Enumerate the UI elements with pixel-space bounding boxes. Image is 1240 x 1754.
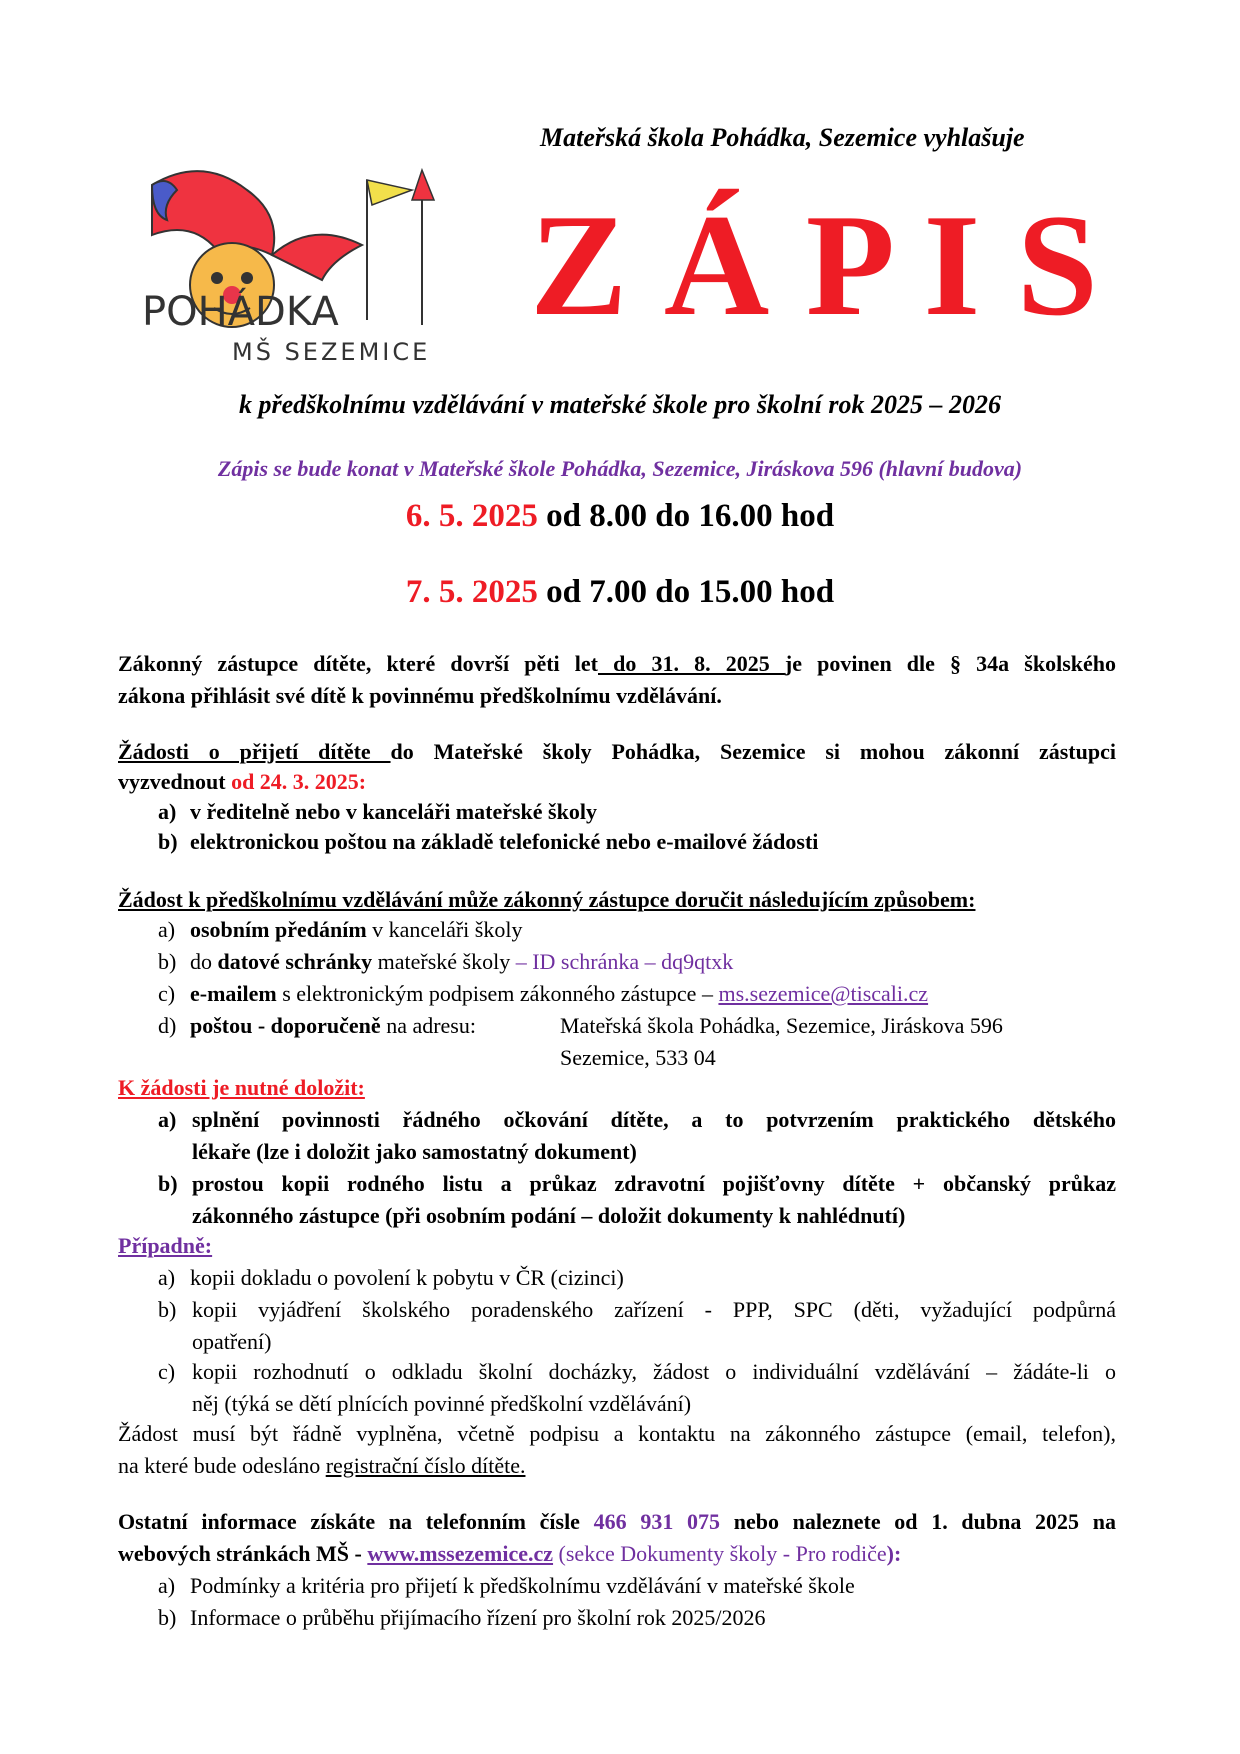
time-1: od 8.00 do 16.00 hod xyxy=(537,498,835,534)
list-item: b) do datové schránky mateřské školy – ID schránka – dq9qtxk xyxy=(158,949,734,974)
intro-line-2: zákona přihlásit své dítě k povinnému předškolnímu vzdělávání. xyxy=(118,683,722,708)
required-heading: K žádosti je nutné doložit: xyxy=(118,1075,365,1100)
list-item: b) elektronickou poštou na základě telefonické nebo e-mailové žádosti xyxy=(158,829,819,854)
phone-number: 466 931 075 xyxy=(593,1509,721,1534)
list-item: c) kopii rozhodnutí o odkladu školní docházky, žádost o individuální vzdělávání – žádáte-li o něj (týká se dětí plnících povinné předškolní vzdělávání) xyxy=(158,1359,1116,1416)
note-line-1: Žádost musí být řádně vyplněna, včetně podpisu a kontaktu na zákonného zástupce (email, telefon), xyxy=(118,1421,1116,1446)
address-line-1: Mateřská škola Pohádka, Sezemice, Jiráskova 596 xyxy=(560,1013,1003,1038)
contact-line-2: webových stránkách MŠ - www.mssezemice.cz (sekce Dokumenty školy - Pro rodiče): xyxy=(118,1541,902,1566)
applications-line-2: vyzvednout od 24. 3. 2025: xyxy=(118,769,367,794)
school-logo xyxy=(122,160,494,370)
intro-line-1: Zákonný zástupce dítěte, které dovrší pěti let do 31. 8. 2025 je povinen dle § 34a školského xyxy=(118,651,1116,676)
list-item: a) Podmínky a kritéria pro přijetí k předškolnímu vzdělávání v mateřské škole xyxy=(158,1573,855,1598)
date-2: 7. 5. 2025 xyxy=(405,574,538,610)
page-title: Z Á P I S xyxy=(530,184,1098,346)
date-1: 6. 5. 2025 xyxy=(405,498,538,534)
list-item: b) kopii vyjádření školského poradenského zařízení - PPP, SPC (děti, vyžadující podpůrná opatření) xyxy=(158,1297,1116,1354)
list-item: d) poštou - doporučeně na adresu: xyxy=(158,1013,476,1038)
delivery-heading: Žádost k předškolnímu vzdělávání může zákonný zástupce doručit následujícím způsobem: xyxy=(118,887,976,912)
applications-line-1: Žádosti o přijetí dítěte do Mateřské školy Pohádka, Sezemice si mohou zákonní zástupci xyxy=(118,739,1116,764)
announcer: Mateřská škola Pohádka, Sezemice vyhlašuje xyxy=(540,123,1025,152)
page-subtitle: k předškolnímu vzdělávání v mateřské škole pro školní rok 2025 – 2026 xyxy=(239,390,1001,419)
optional-heading: Případně: xyxy=(118,1233,213,1258)
list-item: a) v ředitelně nebo v kanceláři mateřské školy xyxy=(158,799,597,824)
address-line-2: Sezemice, 533 04 xyxy=(560,1045,716,1070)
email-link[interactable]: ms.sezemice@tiscali.cz xyxy=(718,981,929,1006)
logo-subtitle: MŠ SEZEMICE xyxy=(232,338,431,366)
contact-line-1: Ostatní informace získáte na telefonním čísle 466 931 075 nebo naleznete od 1. dubna 2025 na xyxy=(118,1509,1116,1534)
date-line-1 xyxy=(0,494,1240,538)
time-2: od 7.00 do 15.00 hod xyxy=(537,574,835,610)
list-item: c) e-mailem s elektronickým podpisem zákonného zástupce – ms.sezemice@tiscali.cz xyxy=(158,981,929,1006)
list-item: b) Informace o průběhu přijímacího řízení pro školní rok 2025/2026 xyxy=(158,1605,766,1630)
list-item: a) osobním předáním v kanceláři školy xyxy=(158,917,523,942)
list-item: a) splnění povinnosti řádného očkování dítěte, a to potvrzením praktického dětského lékaře (lze i doložit jako samostatný dokument) xyxy=(158,1107,1116,1164)
website-link[interactable]: www.mssezemice.cz xyxy=(367,1541,554,1566)
list-item: b) prostou kopii rodného listu a průkaz zdravotní pojišťovny dítěte + občanský průkaz zákonného zástupce (při osobním podání – doložit dokumenty k nahlédnutí) xyxy=(158,1171,1116,1228)
date-line-2 xyxy=(0,570,1240,614)
venue: Zápis se bude konat v Mateřské škole Pohádka, Sezemice, Jiráskova 596 (hlavní budova) xyxy=(217,456,1023,481)
list-item: a) kopii dokladu o povolení k pobytu v ČR (cizinci) xyxy=(158,1265,624,1290)
logo-word: POHÁDKA xyxy=(142,289,339,335)
note-line-2: na které bude odesláno registrační číslo dítěte. xyxy=(118,1453,526,1478)
jester-logo-icon xyxy=(122,160,494,370)
